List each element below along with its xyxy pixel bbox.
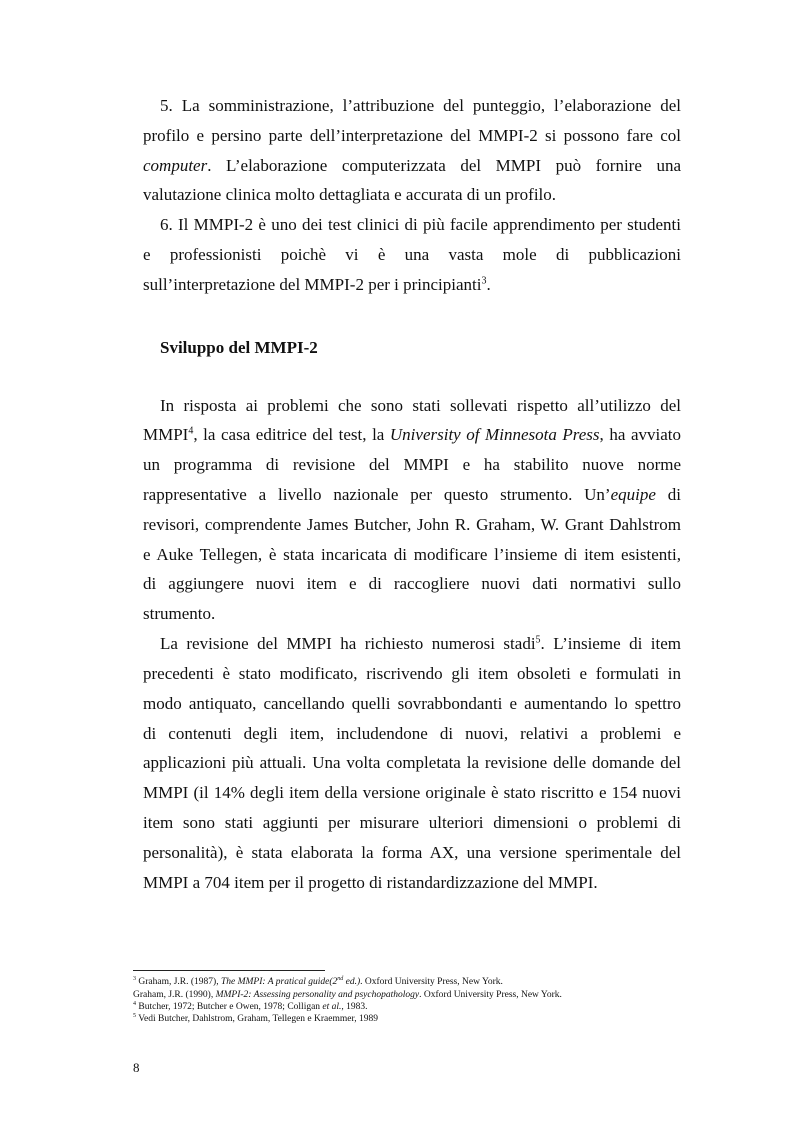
text-span: . L’elaborazione computerizzata del MMPI può fornire una: [207, 156, 681, 175]
text-line: un programma di revisione del MMPI e ha stabilito nuove norme: [143, 455, 681, 474]
text-span: Graham, J.R. (1987),: [136, 977, 221, 987]
text-line: applicazioni più attuali. Una volta completata la revisione delle domande del: [143, 753, 681, 772]
text-line: di contenuti degli item, includendone di nuovi, relativi a problemi e: [143, 724, 681, 743]
text-line: MMPI a 704 item per il progetto di ristandardizzazione del MMPI.: [143, 873, 598, 892]
text-line: e professionisti poichè vi è una vasta mole di pubblicazioni: [143, 245, 681, 264]
superscript: nd: [337, 975, 344, 982]
text-span: , 1983.: [341, 1002, 368, 1012]
text-span: Vedi Butcher, Dahlstrom, Graham, Tellegen e Kraemmer, 1989: [136, 1014, 378, 1024]
emphasis: University of Minnesota Press: [389, 425, 600, 444]
text-line: profilo e persino parte dell’interpretazione del MMPI-2 si possono fare col: [143, 126, 681, 145]
footnote-3: [133, 977, 503, 987]
text-line: personalità), è stata elaborata la forma AX, una versione sperimentale del: [143, 843, 681, 862]
text-line: di aggiungere nuovi item e di raccogliere nuovi dati normativi sullo: [143, 574, 681, 593]
text-line: modo antiquato, cancellando quelli sovrabbondanti e aumentando lo spettro: [143, 694, 681, 713]
text-span: , la casa editrice del test, la: [193, 425, 390, 444]
footnote-number: 3: [133, 975, 136, 982]
text-span: . Oxford University Press, New York.: [360, 977, 503, 987]
text-span: di: [655, 485, 682, 504]
text-line: valutazione clinica molto dettagliata e accurata di un profilo.: [143, 185, 557, 204]
page-number: 8: [133, 1060, 140, 1075]
footnote-ref: 4: [188, 425, 194, 437]
footnote-ref: 5: [535, 634, 541, 646]
text-line: 5. La somministrazione, l’attribuzione del punteggio, l’elaborazione del: [160, 96, 681, 115]
text-span: La revisione del MMPI ha richiesto numerosi stadi: [160, 634, 536, 653]
text-line: precedenti è stato modificato, riscrivendo gli item obsoleti e formulati in: [143, 664, 681, 683]
emphasis: computer: [143, 156, 208, 175]
text-span: , ha avviato: [599, 425, 681, 444]
emphasis: et al.: [322, 1002, 342, 1012]
text-span: rappresentative a livello nazionale per questo strumento. Un’: [143, 485, 611, 504]
text-span: Butcher, 1972; Butcher e Owen, 1978; Colligan: [136, 1002, 323, 1012]
footnote-number: 5: [133, 1012, 136, 1019]
footnote-3-continued: [133, 990, 562, 1000]
text-line: In risposta ai problemi che sono stati sollevati rispetto all’utilizzo del: [160, 396, 681, 415]
text-span: . Oxford University Press, New York.: [419, 990, 562, 1000]
section-heading: Sviluppo del MMPI-2: [160, 338, 318, 357]
text-line: [143, 156, 681, 176]
footnote-number: 4: [133, 1000, 136, 1007]
text-line: revisori, comprendente James Butcher, John R. Graham, W. Grant Dahlstrom: [143, 515, 681, 534]
text-line: strumento.: [143, 604, 216, 623]
text-line: [143, 485, 681, 505]
footnote-4: [133, 1002, 368, 1012]
text-line: 6. Il MMPI-2 è uno dei test clinici di più facile apprendimento per studenti: [160, 215, 681, 234]
text-line: [160, 634, 681, 654]
text-span: . L’insieme di item: [540, 634, 681, 653]
text-line: e Auke Tellegen, è stata incaricata di modificare l’insieme di item esistenti,: [143, 545, 681, 564]
text-line: [143, 275, 491, 295]
emphasis: [221, 977, 360, 987]
text-span: sull’interpretazione del MMPI-2 per i principianti: [143, 275, 482, 294]
footnote-separator: [133, 970, 325, 971]
text-line: [143, 425, 681, 445]
emphasis: MMPI-2: Assessing personality and psychopathology: [215, 990, 420, 1000]
footnote-5: [133, 1014, 378, 1024]
text-span: .: [486, 275, 491, 294]
text-span: The MMPI: A pratical guide(2: [220, 977, 338, 987]
footnote-ref: 3: [481, 275, 487, 287]
text-span: MMPI: [143, 425, 189, 444]
text-span: ed.): [343, 977, 361, 987]
text-line: item sono stati aggiunti per misurare ulteriori dimensioni o problemi di: [143, 813, 681, 832]
emphasis: equipe: [610, 485, 656, 504]
text-span: Graham, J.R. (1990),: [133, 990, 216, 1000]
text-line: MMPI (il 14% degli item della versione originale è stato riscritto e 154 nuovi: [143, 783, 681, 802]
